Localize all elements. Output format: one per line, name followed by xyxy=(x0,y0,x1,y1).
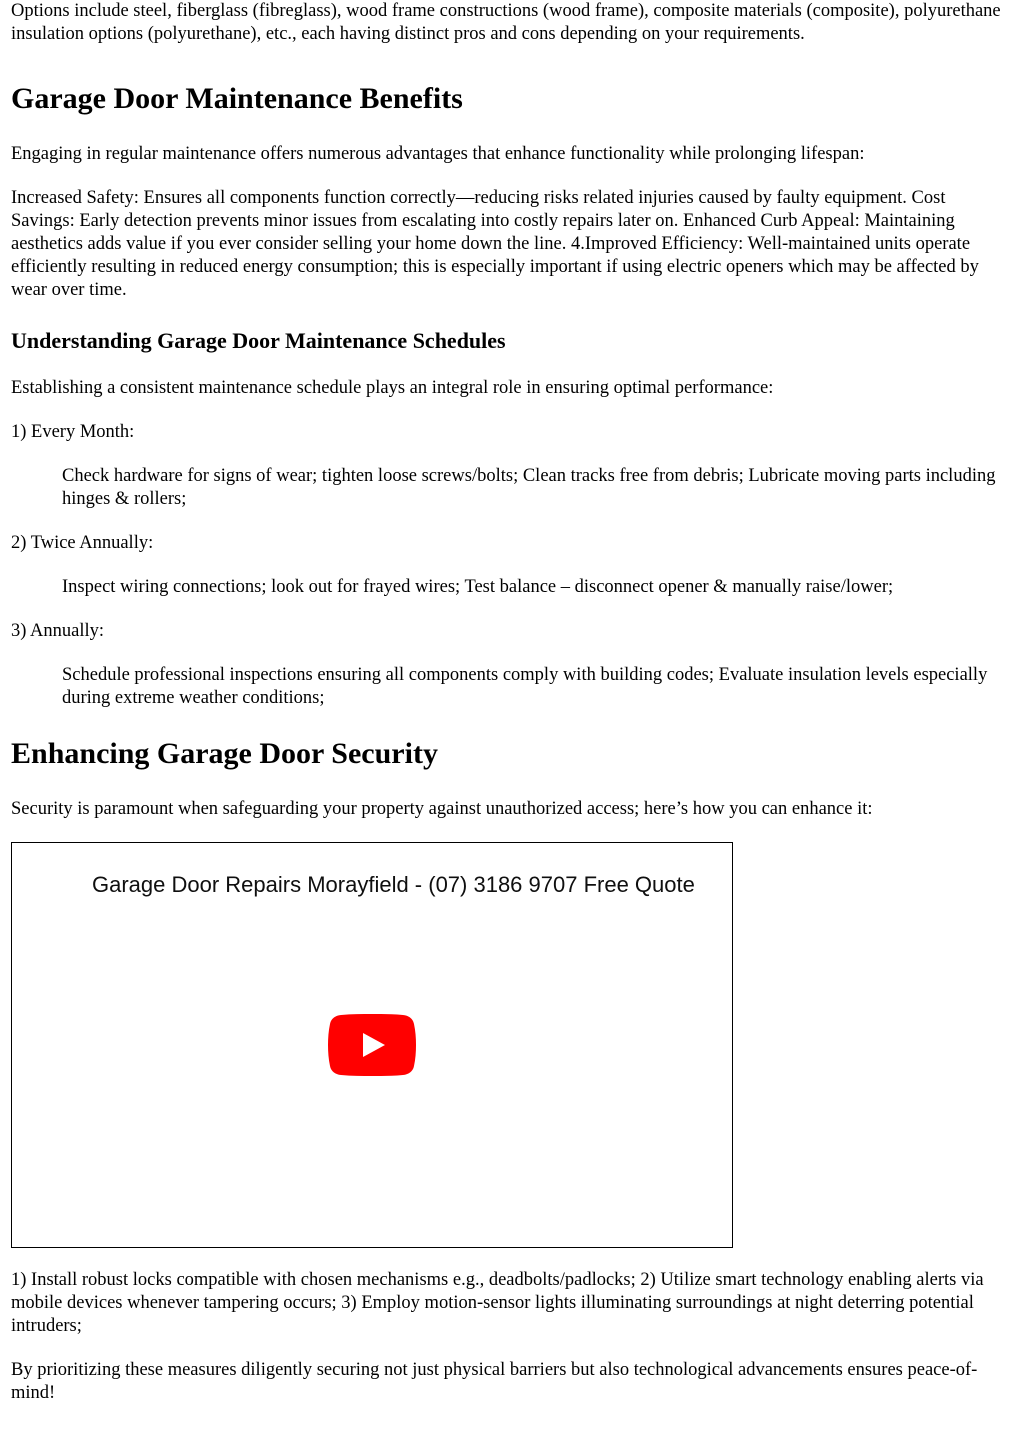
article xyxy=(11,0,1013,1405)
schedule-step-detail: Schedule professional inspections ensuring all components comply with building codes; Evaluate insulation levels especially during extreme weather conditions; xyxy=(62,665,988,708)
schedule-step-detail: Check hardware for signs of wear; tighten loose screws/bolts; Clean tracks free from debris; Lubricate moving parts including hinges & rollers; xyxy=(62,466,996,509)
schedule-step-label: 1) Every Month: xyxy=(11,422,135,442)
intro-paragraph: Options include steel, fiberglass (fibreglass), wood frame constructions (wood frame), composite materials (composite), polyurethane insulation options (polyurethane), etc., each having distinct pros and cons depending on your requirements. xyxy=(11,1,1001,44)
benefits-paragraph: Increased Safety: Ensures all components function correctly—reducing risks related injuries caused by faulty equipment. Cost Savings: Early detection prevents minor issues from escalating into costly repairs later on. Enhanced Curb Appeal: Maintaining aesthetics adds value if you ever consider selling your home down the line. 4.Improved Efficiency: Well-maintained units operate efficiently resulting in reduced energy consumption; this is especially important if using electric openers which may be affected by wear over time. xyxy=(11,188,979,300)
closing-paragraph: By prioritizing these measures diligently securing not just physical barriers but also technological advancements ensures peace-of-mind! xyxy=(11,1360,978,1403)
heading-maintenance-schedules: Understanding Garage Door Maintenance Schedules xyxy=(11,328,506,353)
schedule-step-label: 2) Twice Annually: xyxy=(11,533,154,553)
youtube-play-icon[interactable] xyxy=(328,1014,416,1076)
youtube-video-embed[interactable] xyxy=(11,842,733,1248)
heading-security: Enhancing Garage Door Security xyxy=(11,737,438,770)
security-intro-paragraph: Security is paramount when safeguarding your property against unauthorized access; here’s how you can enhance it: xyxy=(11,799,873,819)
heading-maintenance-benefits: Garage Door Maintenance Benefits xyxy=(11,82,463,115)
benefits-intro-paragraph: Engaging in regular maintenance offers numerous advantages that enhance functionality while prolonging lifespan: xyxy=(11,144,865,164)
schedule-step-detail: Inspect wiring connections; look out for frayed wires; Test balance – disconnect opener & manually raise/lower; xyxy=(62,577,894,597)
schedules-intro-paragraph: Establishing a consistent maintenance schedule plays an integral role in ensuring optimal performance: xyxy=(11,378,774,398)
security-measures-paragraph: 1) Install robust locks compatible with chosen mechanisms e.g., deadbolts/padlocks; 2) Utilize smart technology enabling alerts via mobile devices whenever tampering occurs; 3) Employ motion-sensor lights illuminating surroundings at night deterring potential intruders; xyxy=(11,1270,984,1336)
video-title[interactable]: Garage Door Repairs Morayfield - (07) 3186 9707 Free Quote xyxy=(92,872,695,897)
schedule-step-label: 3) Annually: xyxy=(11,621,105,641)
